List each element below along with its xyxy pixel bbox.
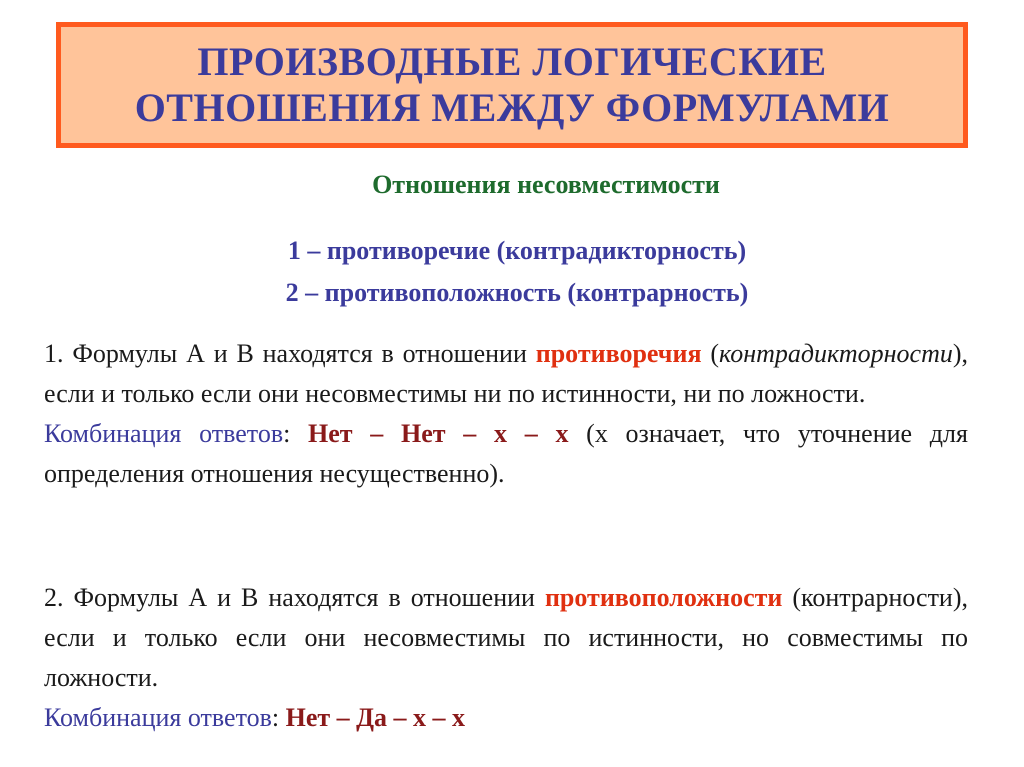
relation-type-contradiction: 1 – противоречие (контрадикторность) xyxy=(287,236,747,265)
subtitle: Отношения несовместимости xyxy=(372,170,720,199)
section1-combo-label: Комбинация ответов xyxy=(44,419,284,448)
section2-term: противоположности xyxy=(544,583,783,612)
section1-term: противоречия xyxy=(535,339,702,368)
section1-paren-open: ( xyxy=(710,339,720,368)
section2-combo-value: Нет – Да – х – х xyxy=(285,703,466,732)
relation-type-contrariety: 2 – противоположность (контрарность) xyxy=(285,278,749,307)
title-line-1: ПРОИЗВОДНЫЕ ЛОГИЧЕСКИЕ xyxy=(197,39,827,84)
section1-lead: 1. Формулы А и В находятся в отношении xyxy=(44,339,536,368)
section1-term-alt: контрадикторности xyxy=(719,339,953,368)
section2-colon: : xyxy=(271,703,286,732)
section1-rest: ), если и только если они несовместимы ни по истинности, ни по ложности. xyxy=(44,339,969,408)
section1-colon: : xyxy=(283,419,309,448)
title-line-2: ОТНОШЕНИЯ МЕЖДУ ФОРМУЛАМИ xyxy=(134,85,890,130)
section-contradiction xyxy=(44,334,968,494)
relation-types-list xyxy=(0,230,1024,314)
section1-combo-value: Нет – Нет – х – х xyxy=(308,419,569,448)
section2-lead: 2. Формулы А и В находятся в отношении xyxy=(44,583,545,612)
section2-rest: (контрарности), если и только если они несовместимы по истинности, но совместимы по ложности. xyxy=(44,583,969,692)
section1-note: (х означает, что уточнение для определения отношения несущественно). xyxy=(44,419,968,488)
title-box xyxy=(56,22,968,148)
section-contrariety xyxy=(44,578,968,738)
section2-combo-label: Комбинация ответов xyxy=(44,703,272,732)
